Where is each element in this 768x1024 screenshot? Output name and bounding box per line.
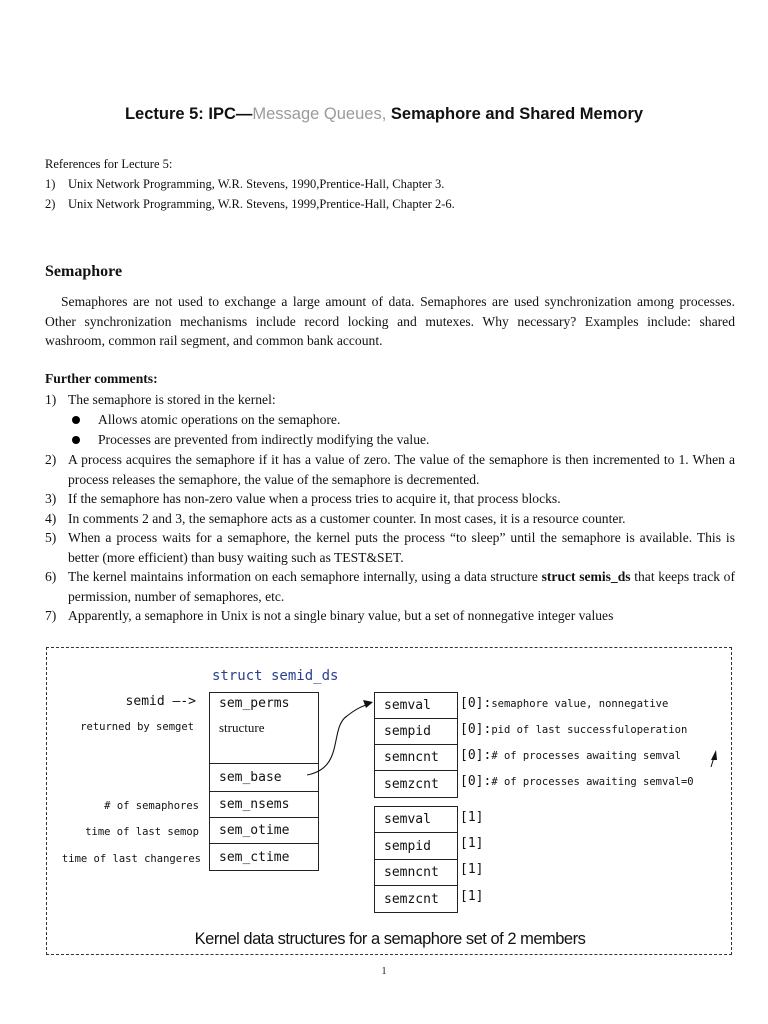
semncnt-1: semncnt <box>374 859 458 886</box>
desc-semval-0: [0]:semaphore value, nonnegative <box>460 696 669 711</box>
sem-ctime-field: sem_ctime <box>209 843 319 871</box>
struct-name: struct semis_ds <box>541 569 631 584</box>
sempid-1: sempid <box>374 832 458 860</box>
semid-label: semid —-> <box>125 694 196 709</box>
diagram-caption: Kernel data structures for a semaphore set of 2 members <box>194 930 586 948</box>
change-label: time of last changeres <box>61 853 201 865</box>
title-grey-part: Message Queues, <box>252 105 387 123</box>
index-semval-1: [1] <box>460 810 484 825</box>
reference-item: 1) Unix Network Programming, W.R. Stevens, 1990,Prentice-Hall, Chapter 3. <box>45 177 445 191</box>
index-sempid-1: [1] <box>460 836 484 851</box>
page-number: 1 <box>381 966 387 977</box>
reference-item: 2) Unix Network Programming, W.R. Stevens, 1999,Prentice-Hall, Chapter 2-6. <box>45 197 455 211</box>
sem-base-field: sem_base <box>209 763 319 792</box>
page-title: Lecture 5: IPC—Message Queues, Semaphore and Shared Memory <box>124 105 644 123</box>
index-semzcnt-1: [1] <box>460 889 484 904</box>
semval-0: semval <box>374 692 458 719</box>
semaphore-diagram <box>46 647 732 955</box>
desc-semncnt-0: [0]:# of processes awaiting semval <box>460 748 681 763</box>
bullet-icon <box>72 436 80 444</box>
sem-perms-field: sem_perms <box>219 696 290 711</box>
bullet-icon <box>72 416 80 424</box>
struct-title: struct semid_ds <box>212 668 339 684</box>
further-heading: Further comments: <box>45 371 158 386</box>
semop-label: time of last semop <box>85 826 199 838</box>
semaphores-label: # of semaphores <box>104 800 199 812</box>
semval-1: semval <box>374 806 458 833</box>
semncnt-0: semncnt <box>374 744 458 771</box>
sem-nsems-field: sem_nsems <box>209 791 319 818</box>
semzcnt-1: semzcnt <box>374 885 458 913</box>
references-heading: References for Lecture 5: <box>45 157 173 171</box>
sem-otime-field: sem_otime <box>209 817 319 844</box>
sempid-0: sempid <box>374 718 458 745</box>
structure-field: structure <box>219 720 265 735</box>
section-heading: Semaphore <box>45 263 123 280</box>
semzcnt-0: semzcnt <box>374 770 458 798</box>
index-semncnt-1: [1] <box>460 862 484 877</box>
intro-paragraph: Semaphores are not used to exchange a large amount of data. Semaphores are used synchronization among processes. Other synchronization mechanisms include record locking and mutexes. Why necessary? Examples include: shared washroom, common rail segment, and common bank account. <box>45 294 735 348</box>
desc-semzcnt-0: [0]:# of processes awaiting semval=0 <box>460 774 694 789</box>
returned-label: returned by semget <box>80 721 194 733</box>
desc-sempid-0: [0]:pid of last successfuloperation <box>460 722 688 737</box>
